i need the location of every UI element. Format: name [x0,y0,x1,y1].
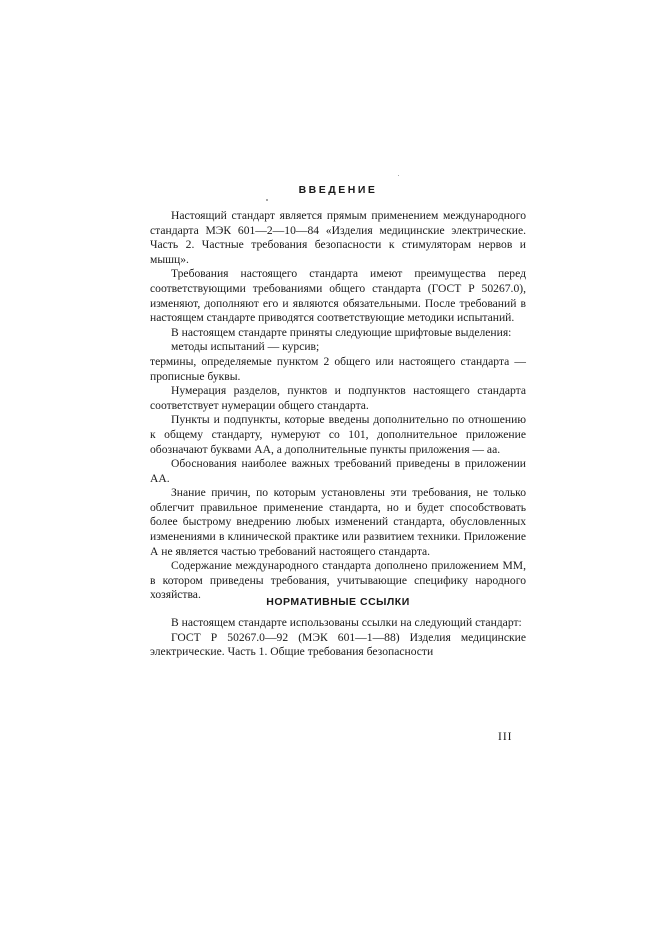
introduction-body [150,209,526,603]
intro-paragraph: методы испытаний — курсив; [171,340,320,354]
references-paragraph: В настоящем стандарте использованы ссылки на следующий стандарт: [171,616,522,629]
intro-paragraph: Требования настоящего стандарта имеют преимущества перед соответствующими требованиями общего стандарта (ГОСТ Р 50267.0), изменяют, дополняют его и являются обязательными. После требований в настоящем стандарте приводятся соответствующие методики испытаний. [150,267,526,325]
intro-paragraph: Обоснования наиболее важных требований приведены в приложении АА. [150,457,526,485]
normative-references-heading: НОРМАТИВНЫЕ ССЫЛКИ [266,596,410,608]
page-number: III [498,731,513,743]
scan-speck [398,175,399,176]
intro-paragraph: Знание причин, по которым установлены эти требования, не только облегчит правильное применение стандарта, но и будет способствовать более быстрому внедрению любых изменений стандарта, обусловленных изменениями в клинической практике или развитием техники. Приложение А не является частью требований настоящего стандарта. [150,486,526,558]
intro-paragraph: Настоящий стандарт является прямым применением международного стандарта МЭК 601—2—10—84 «Изделия медицинские электрические. Часть 2. Частные требования безопасности к стимуляторам нервов и мышц». [150,209,526,266]
introduction-heading: ВВЕДЕНИЕ [298,184,378,196]
intro-paragraph: Пункты и подпункты, которые введены дополнительно по отношению к общему стандарту, нумеруют со 101, дополнительное приложение обозначают буквами АА, а дополнительные пункты приложения — аа. [150,413,526,456]
intro-paragraph: В настоящем стандарте приняты следующие шрифтовые выделения: [171,325,512,339]
scan-speck [266,199,268,201]
references-paragraph: ГОСТ Р 50267.0—92 (МЭК 601—1—88) Изделия медицинские электрические. Часть 1. Общие требования безопасности [150,630,526,659]
intro-paragraph: термины, определяемые пунктом 2 общего или настоящего стандарта — прописные буквы. [150,354,526,383]
normative-references-body [150,616,526,660]
intro-paragraph: Содержание международного стандарта дополнено приложением ММ, в котором приведены требования, учитывающие специфику народного хозяйства. [150,559,526,602]
intro-paragraph: Нумерация разделов, пунктов и подпунктов настоящего стандарта соответствует нумерации общего стандарта. [150,384,526,412]
